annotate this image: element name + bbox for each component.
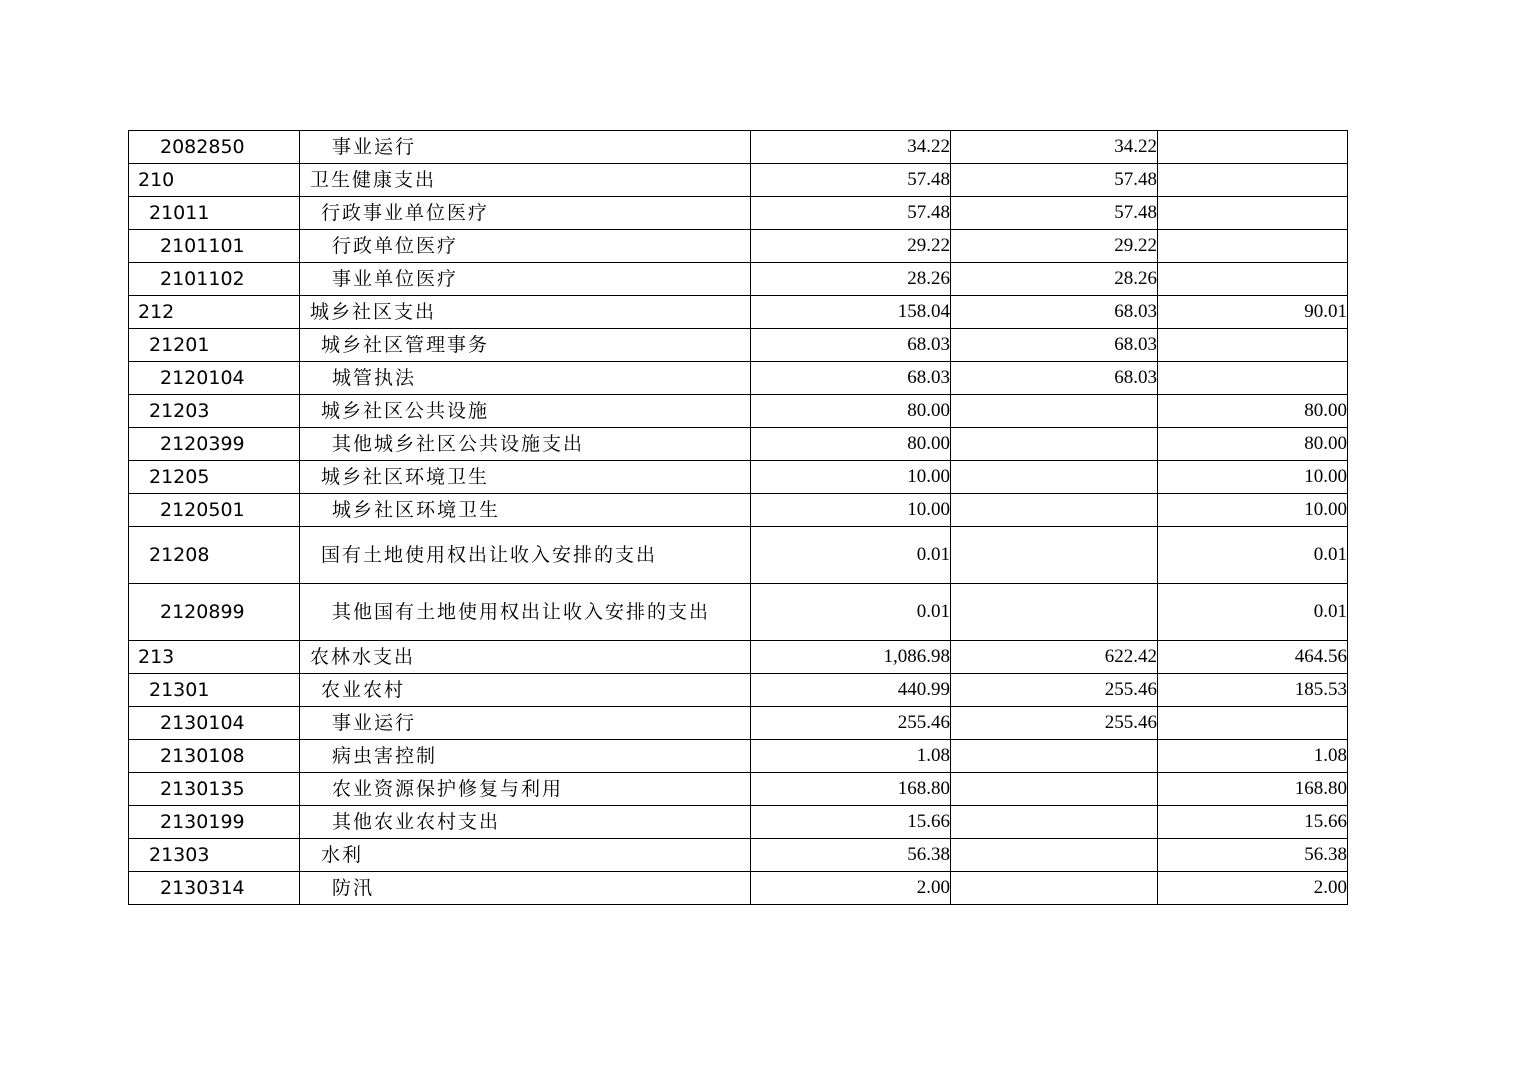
account-code-cell: 2120399 — [129, 428, 300, 461]
total-amount-cell: 158.04 — [751, 296, 951, 329]
basic-expenditure-cell — [951, 773, 1158, 806]
account-code-cell: 2130104 — [129, 707, 300, 740]
account-name-cell: 行政单位医疗 — [300, 230, 751, 263]
account-name-cell: 城乡社区公共设施 — [300, 395, 751, 428]
total-amount-cell: 80.00 — [751, 428, 951, 461]
account-name-cell: 其他农业农村支出 — [300, 806, 751, 839]
project-expenditure-cell: 2.00 — [1158, 872, 1348, 905]
table-row — [129, 230, 1348, 263]
table-row — [129, 674, 1348, 707]
total-amount-cell: 29.22 — [751, 230, 951, 263]
table-row — [129, 461, 1348, 494]
project-expenditure-cell — [1158, 707, 1348, 740]
account-name-cell: 国有土地使用权出让收入安排的支出 — [300, 527, 751, 584]
account-name-cell: 事业单位医疗 — [300, 263, 751, 296]
project-expenditure-cell: 80.00 — [1158, 395, 1348, 428]
project-expenditure-cell: 168.80 — [1158, 773, 1348, 806]
project-expenditure-cell: 56.38 — [1158, 839, 1348, 872]
basic-expenditure-cell — [951, 806, 1158, 839]
table-row — [129, 362, 1348, 395]
table-row — [129, 263, 1348, 296]
table-row — [129, 494, 1348, 527]
account-name-cell: 农业资源保护修复与利用 — [300, 773, 751, 806]
project-expenditure-cell — [1158, 197, 1348, 230]
basic-expenditure-cell — [951, 428, 1158, 461]
basic-expenditure-cell — [951, 527, 1158, 584]
account-code-cell: 212 — [129, 296, 300, 329]
total-amount-cell: 0.01 — [751, 584, 951, 641]
account-code-cell: 21208 — [129, 527, 300, 584]
table-row — [129, 773, 1348, 806]
account-code-cell: 21201 — [129, 329, 300, 362]
basic-expenditure-cell — [951, 839, 1158, 872]
project-expenditure-cell: 10.00 — [1158, 494, 1348, 527]
basic-expenditure-cell: 57.48 — [951, 164, 1158, 197]
total-amount-cell: 68.03 — [751, 362, 951, 395]
account-name-cell: 农业农村 — [300, 674, 751, 707]
table-row — [129, 131, 1348, 164]
project-expenditure-cell: 185.53 — [1158, 674, 1348, 707]
basic-expenditure-cell: 29.22 — [951, 230, 1158, 263]
account-name-cell: 城乡社区环境卫生 — [300, 461, 751, 494]
basic-expenditure-cell: 68.03 — [951, 362, 1158, 395]
account-code-cell: 2130314 — [129, 872, 300, 905]
project-expenditure-cell: 0.01 — [1158, 527, 1348, 584]
total-amount-cell: 10.00 — [751, 461, 951, 494]
project-expenditure-cell — [1158, 263, 1348, 296]
table-row — [129, 527, 1348, 584]
project-expenditure-cell — [1158, 329, 1348, 362]
account-name-cell: 防汛 — [300, 872, 751, 905]
account-code-cell: 21205 — [129, 461, 300, 494]
total-amount-cell: 1,086.98 — [751, 641, 951, 674]
account-name-cell: 城管执法 — [300, 362, 751, 395]
budget-table-body — [129, 131, 1348, 905]
account-name-cell: 城乡社区环境卫生 — [300, 494, 751, 527]
project-expenditure-cell — [1158, 362, 1348, 395]
basic-expenditure-cell: 255.46 — [951, 674, 1158, 707]
basic-expenditure-cell — [951, 740, 1158, 773]
account-name-cell: 其他城乡社区公共设施支出 — [300, 428, 751, 461]
account-code-cell: 2101102 — [129, 263, 300, 296]
account-name-cell: 事业运行 — [300, 707, 751, 740]
account-name-cell: 水利 — [300, 839, 751, 872]
project-expenditure-cell: 1.08 — [1158, 740, 1348, 773]
account-code-cell: 21011 — [129, 197, 300, 230]
account-name-cell: 农林水支出 — [300, 641, 751, 674]
project-expenditure-cell — [1158, 131, 1348, 164]
basic-expenditure-cell — [951, 395, 1158, 428]
total-amount-cell: 168.80 — [751, 773, 951, 806]
account-name-cell: 行政事业单位医疗 — [300, 197, 751, 230]
account-name-cell: 卫生健康支出 — [300, 164, 751, 197]
basic-expenditure-cell: 68.03 — [951, 329, 1158, 362]
table-row — [129, 296, 1348, 329]
table-row — [129, 740, 1348, 773]
total-amount-cell: 0.01 — [751, 527, 951, 584]
basic-expenditure-cell: 57.48 — [951, 197, 1158, 230]
total-amount-cell: 2.00 — [751, 872, 951, 905]
account-code-cell: 21203 — [129, 395, 300, 428]
total-amount-cell: 440.99 — [751, 674, 951, 707]
project-expenditure-cell: 10.00 — [1158, 461, 1348, 494]
table-row — [129, 839, 1348, 872]
table-row — [129, 164, 1348, 197]
table-row — [129, 707, 1348, 740]
account-name-cell: 其他国有土地使用权出让收入安排的支出 — [300, 584, 751, 641]
project-expenditure-cell: 464.56 — [1158, 641, 1348, 674]
account-code-cell: 210 — [129, 164, 300, 197]
project-expenditure-cell — [1158, 230, 1348, 263]
project-expenditure-cell — [1158, 164, 1348, 197]
basic-expenditure-cell — [951, 872, 1158, 905]
project-expenditure-cell: 0.01 — [1158, 584, 1348, 641]
account-code-cell: 2130135 — [129, 773, 300, 806]
total-amount-cell: 15.66 — [751, 806, 951, 839]
table-row — [129, 428, 1348, 461]
total-amount-cell: 57.48 — [751, 164, 951, 197]
account-code-cell: 2120899 — [129, 584, 300, 641]
account-code-cell: 2130199 — [129, 806, 300, 839]
account-code-cell: 2120104 — [129, 362, 300, 395]
account-name-cell: 城乡社区管理事务 — [300, 329, 751, 362]
account-name-cell: 事业运行 — [300, 131, 751, 164]
total-amount-cell: 255.46 — [751, 707, 951, 740]
basic-expenditure-cell — [951, 494, 1158, 527]
total-amount-cell: 1.08 — [751, 740, 951, 773]
total-amount-cell: 56.38 — [751, 839, 951, 872]
basic-expenditure-cell: 622.42 — [951, 641, 1158, 674]
account-code-cell: 213 — [129, 641, 300, 674]
basic-expenditure-cell — [951, 584, 1158, 641]
account-code-cell: 2120501 — [129, 494, 300, 527]
basic-expenditure-cell — [951, 461, 1158, 494]
budget-table — [128, 130, 1348, 905]
table-row — [129, 584, 1348, 641]
table-row — [129, 329, 1348, 362]
total-amount-cell: 80.00 — [751, 395, 951, 428]
table-row — [129, 395, 1348, 428]
project-expenditure-cell: 90.01 — [1158, 296, 1348, 329]
table-row — [129, 197, 1348, 230]
account-code-cell: 21303 — [129, 839, 300, 872]
total-amount-cell: 57.48 — [751, 197, 951, 230]
account-code-cell: 2101101 — [129, 230, 300, 263]
total-amount-cell: 34.22 — [751, 131, 951, 164]
account-code-cell: 2082850 — [129, 131, 300, 164]
total-amount-cell: 28.26 — [751, 263, 951, 296]
total-amount-cell: 68.03 — [751, 329, 951, 362]
project-expenditure-cell: 80.00 — [1158, 428, 1348, 461]
basic-expenditure-cell: 68.03 — [951, 296, 1158, 329]
account-code-cell: 21301 — [129, 674, 300, 707]
total-amount-cell: 10.00 — [751, 494, 951, 527]
table-row — [129, 641, 1348, 674]
basic-expenditure-cell: 28.26 — [951, 263, 1158, 296]
basic-expenditure-cell: 34.22 — [951, 131, 1158, 164]
project-expenditure-cell: 15.66 — [1158, 806, 1348, 839]
table-row — [129, 806, 1348, 839]
account-name-cell: 病虫害控制 — [300, 740, 751, 773]
account-code-cell: 2130108 — [129, 740, 300, 773]
table-row — [129, 872, 1348, 905]
account-name-cell: 城乡社区支出 — [300, 296, 751, 329]
basic-expenditure-cell: 255.46 — [951, 707, 1158, 740]
